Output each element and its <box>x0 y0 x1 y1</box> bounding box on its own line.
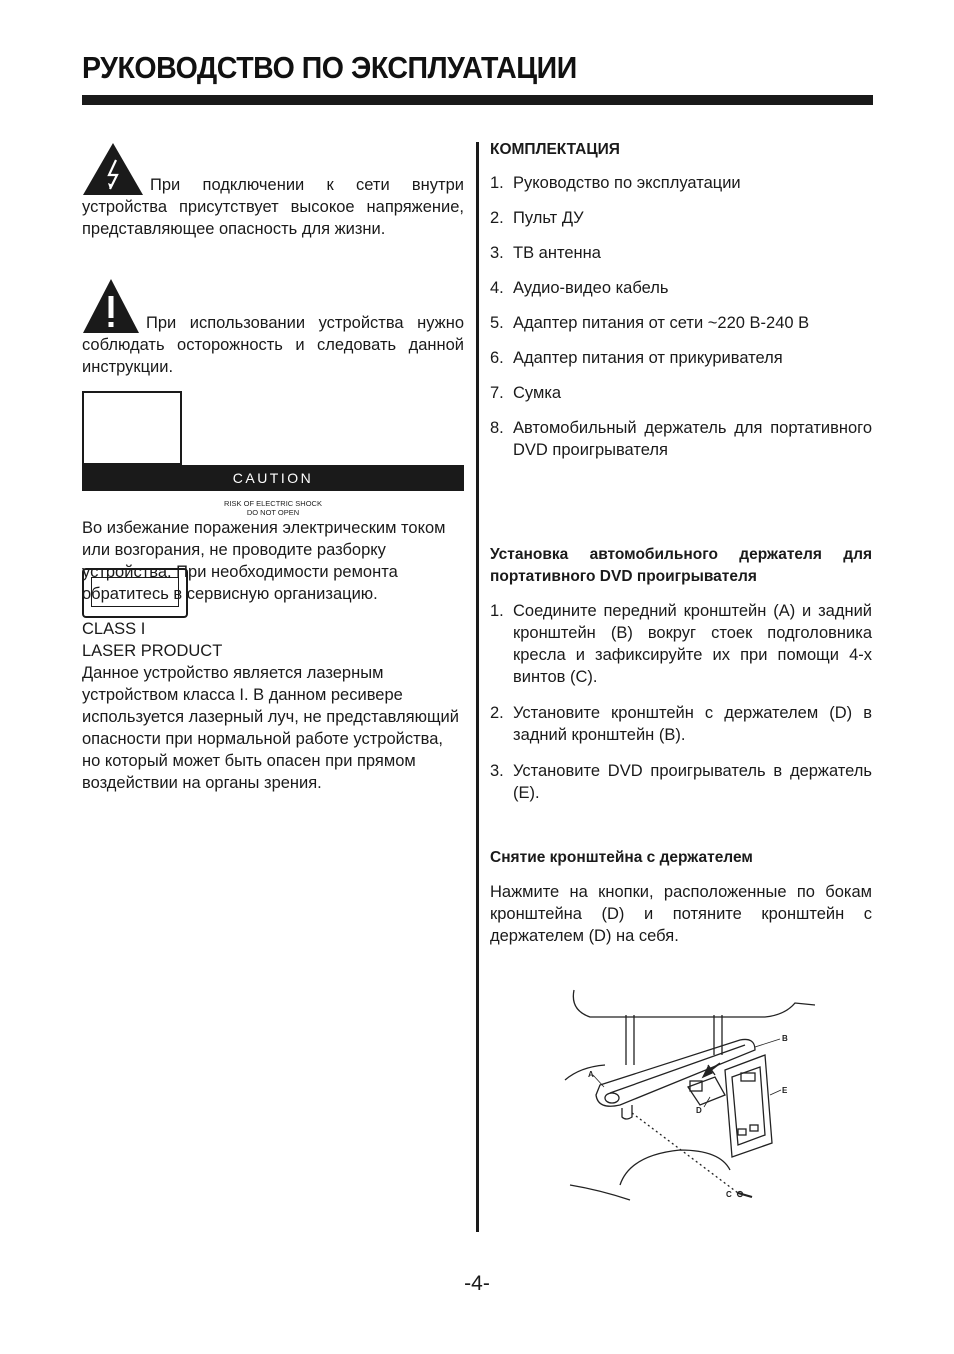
figure-label-e: E <box>782 1086 788 1095</box>
install-section <box>490 544 872 804</box>
list-item: 7. Сумка <box>490 384 562 402</box>
caution-label-head: CAUTION <box>82 465 464 491</box>
laser-label-line1: CLASS I <box>82 620 146 638</box>
list-item: 2. Пульт ДУ <box>490 209 584 227</box>
caution-warning <box>82 278 464 378</box>
figure-label-c: C <box>726 1190 732 1199</box>
laser-label-line2: LASER PRODUCT <box>82 642 223 660</box>
figure-label-d: D <box>696 1106 702 1115</box>
removal-section <box>490 847 872 947</box>
shock-warning-text: Во избежание поражения электрическим током или возгорания, не проводите разборку устройства. При необходимости ремонта обратитесь в сервисную организацию. <box>82 519 446 603</box>
voltage-warning <box>82 142 464 240</box>
removal-heading: Снятие кронштейна с держателем <box>490 849 753 866</box>
contents-heading: КОМПЛЕКТАЦИЯ <box>490 141 620 158</box>
page-title: РУКОВОДСТВО ПО ЭКСПЛУАТАЦИИ <box>82 50 577 85</box>
list-item: 6. Адаптер питания от прикуривателя <box>490 349 783 367</box>
install-heading: Установка автомобильного держателя для портативного DVD проигрывателя <box>490 546 872 585</box>
laser-warning-text: Данное устройство является лазерным устройством класса I. В данном ресивере используется лазерный луч, не представляющий опасности при нормальной работе устройства, но который может быть опасен при прямом воздействии на органы зрения. <box>82 664 459 792</box>
contents-section <box>490 139 872 461</box>
list-item: 2. Установите кронштейн с держателем (D) в задний кронштейн (B). <box>490 704 872 744</box>
list-item: 3. Установите DVD проигрыватель в держатель (E). <box>490 762 872 802</box>
list-item: 3. ТВ антенна <box>490 244 601 262</box>
caution-label-icon <box>82 391 182 465</box>
high-voltage-icon <box>82 142 144 196</box>
holder-installation-figure <box>560 985 820 1210</box>
figure-label-a: A <box>588 1070 594 1079</box>
laser-warning <box>82 568 464 794</box>
caution-label-line1: RISK OF ELECTRIC SHOCK <box>224 499 322 508</box>
laser-label-icon <box>82 568 188 618</box>
title-rule <box>82 95 873 105</box>
removal-text: Нажмите на кнопки, расположенные по бокам кронштейна (D) и потяните кронштейн с держателем (D) на себя. <box>490 883 872 945</box>
list-item: 8. Автомобильный держатель для портативного DVD проигрывателя <box>490 419 872 459</box>
exclamation-warning-icon <box>82 278 140 334</box>
list-item: 5. Адаптер питания от сети ~220 В-240 В <box>490 314 810 332</box>
page-number: -4- <box>464 1272 490 1295</box>
list-item: 1. Руководство по эксплуатации <box>490 174 741 192</box>
voltage-warning-text: При подключении к сети внутри устройства присутствует высокое напряжение, представляющее опасность для жизни. <box>82 176 464 238</box>
caution-warning-text: При использовании устройства нужно соблюдать осторожность и следовать данной инструкции. <box>82 314 464 376</box>
list-item: 1. Соедините передний кронштейн (A) и задний кронштейн (B) вокруг стоек подголовника кресла и зафиксируйте их при помощи 4-х винтов (C). <box>490 602 872 686</box>
caution-label-line2: DO NOT OPEN <box>246 508 300 517</box>
list-item: 4. Аудио-видео кабель <box>490 279 669 297</box>
column-divider <box>476 142 479 1232</box>
figure-label-b: B <box>782 1034 788 1043</box>
